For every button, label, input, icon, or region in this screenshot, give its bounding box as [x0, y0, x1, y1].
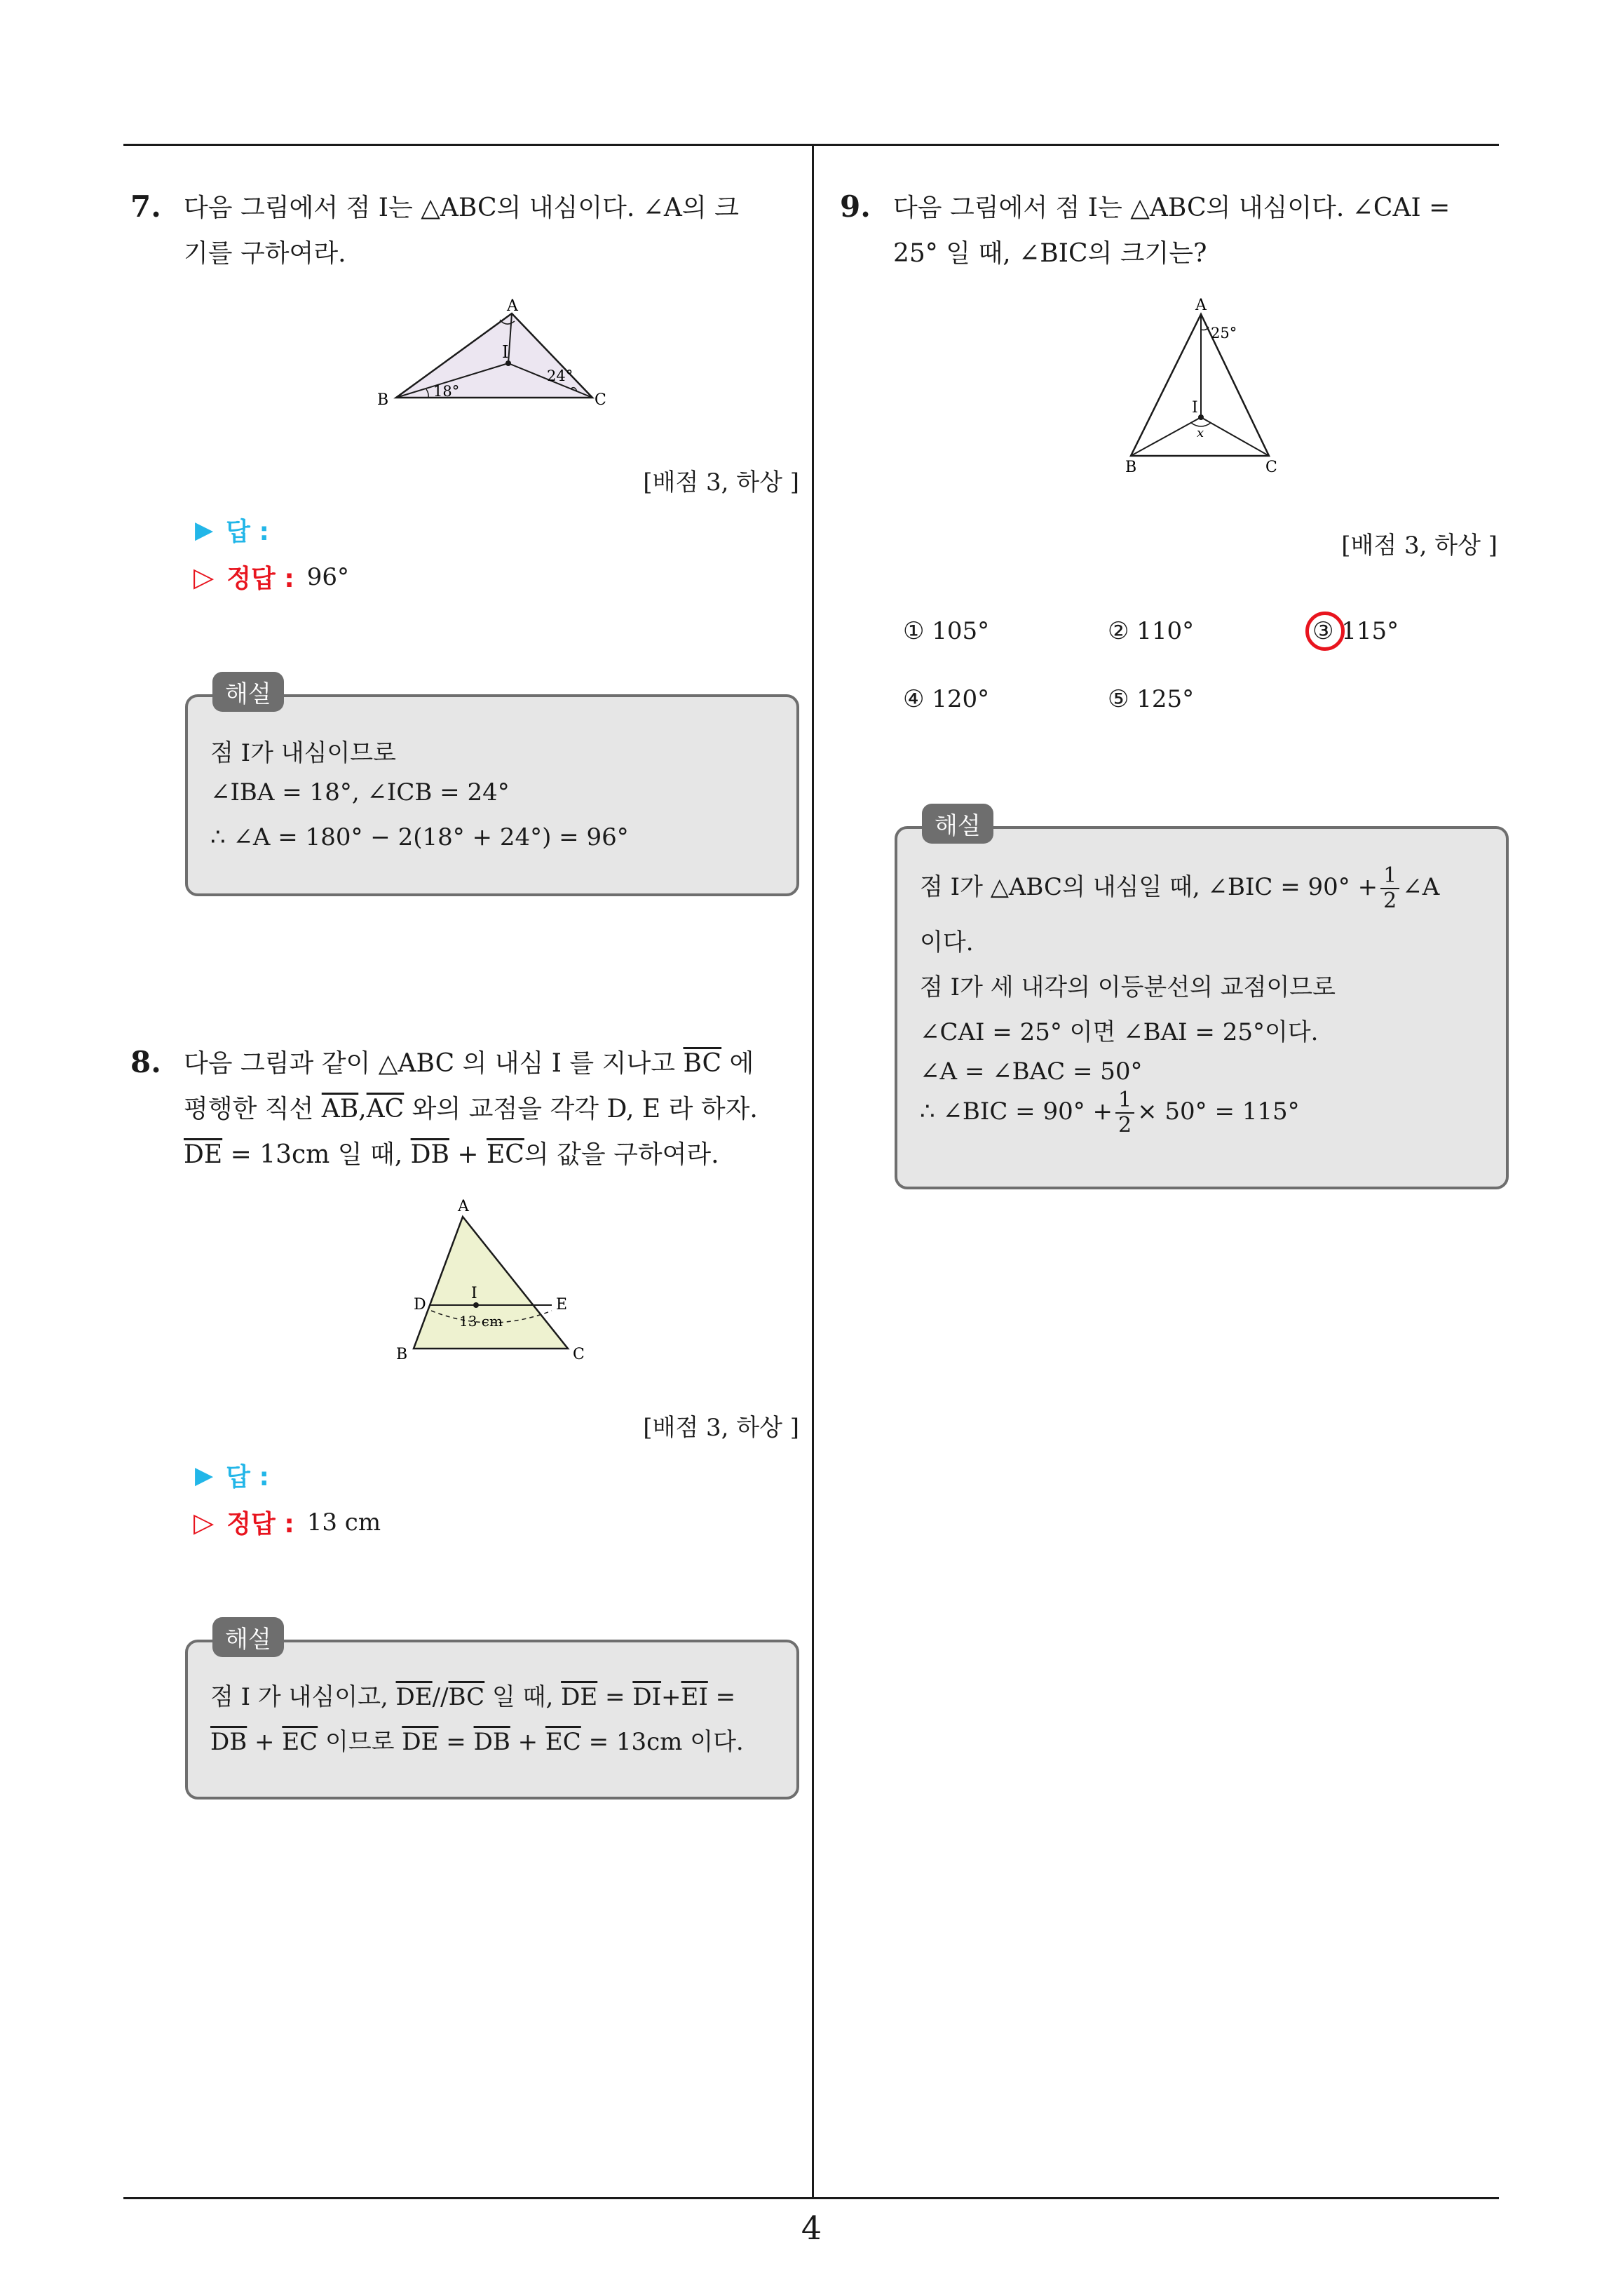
- question-text-line1: 다음 그림에서 점 I는 △ABC의 내심이다. ∠CAI =: [893, 194, 1451, 222]
- segment-de: $\overline{DE}$: [395, 1683, 433, 1711]
- correct-label: 정답 :: [226, 1510, 294, 1539]
- correct-answer-line: [193, 1504, 381, 1540]
- segment-db: $\overline{DB}$: [210, 1728, 247, 1756]
- segment-ec: $\overline{EC}$: [545, 1728, 581, 1756]
- incenter-label: I: [502, 342, 509, 362]
- angle-c-label: 24°: [547, 367, 573, 384]
- correct-value: 13 cm: [306, 1508, 381, 1537]
- choice-5[interactable]: ⑤ 125°: [1108, 685, 1195, 713]
- solution-line-2: 이다.: [920, 928, 974, 957]
- choice-4[interactable]: ④ 120°: [903, 685, 990, 713]
- fraction: [1115, 1088, 1134, 1137]
- text-segment: =: [707, 1683, 736, 1711]
- triangle-figure-8: [389, 1196, 599, 1364]
- text-segment: 이므로: [318, 1728, 402, 1756]
- question-text-line1: 다음 그림에서 점 I는 △ABC의 내심이다. ∠A의 크: [184, 194, 739, 222]
- outline-triangle-icon: ▷: [193, 1506, 215, 1538]
- question-text-line3: [184, 1132, 719, 1177]
- page-number: 4: [801, 2209, 822, 2247]
- vertex-label-b: B: [396, 1346, 408, 1363]
- solution-box: [185, 1640, 799, 1799]
- solution-line-1: [210, 1677, 735, 1712]
- text-segment: 일 때,: [484, 1683, 562, 1711]
- text-segment: 평행한 직선: [184, 1095, 322, 1123]
- selected-choice-circle: [1305, 612, 1345, 651]
- text-segment: 에: [721, 1049, 754, 1078]
- correct-answer-line: [193, 559, 349, 595]
- text-segment: +: [510, 1728, 545, 1756]
- solution-box: [895, 826, 1509, 1189]
- triangle-figure-7: [372, 298, 610, 414]
- segment-db: $\overline{DB}$: [410, 1140, 449, 1169]
- text-segment: //: [432, 1683, 449, 1711]
- answer-label: 답 :: [226, 518, 269, 546]
- text-segment: ∴ ∠BIC = 90° +: [920, 1098, 1113, 1126]
- fraction-denominator: 2: [1383, 889, 1397, 913]
- segment-ec: $\overline{EC}$: [487, 1140, 524, 1169]
- question-text-line2: [184, 1086, 758, 1132]
- text-segment: = 13cm 일 때,: [222, 1140, 411, 1169]
- fraction-numerator: 1: [1380, 864, 1399, 889]
- segment-de: $\overline{DE}$: [184, 1140, 223, 1169]
- solution-tag: 해설: [922, 804, 993, 844]
- correct-label: 정답 :: [226, 565, 294, 593]
- choice-2[interactable]: ② 110°: [1108, 617, 1195, 645]
- question-text-line1: [184, 1041, 754, 1086]
- question-text-line2: 25° 일 때, ∠BIC의 크기는?: [893, 239, 1207, 268]
- segment-ei: $\overline{EI}$: [681, 1683, 708, 1711]
- solution-line: ∴ ∠A = 180° − 2(18° + 24°) = 96°: [210, 823, 629, 851]
- score-label: [배점 3, 하상 ]: [643, 468, 799, 497]
- segment-ec: $\overline{EC}$: [282, 1728, 318, 1756]
- bottom-rule: [123, 2197, 1499, 2199]
- solution-tag: 해설: [212, 1617, 284, 1657]
- score-label: [배점 3, 하상 ]: [1341, 532, 1498, 560]
- solution-line: 점 I가 내심이므로: [210, 739, 396, 767]
- choice-1[interactable]: ① 105°: [903, 617, 990, 645]
- segment-de: $\overline{DE}$: [402, 1728, 439, 1756]
- solution-line-6: [920, 1088, 1300, 1137]
- unknown-angle-label: x: [1197, 426, 1204, 440]
- answer-line: [195, 512, 269, 548]
- solution-line-5: ∠A = ∠BAC = 50°: [920, 1058, 1143, 1086]
- angle-label: 25°: [1211, 325, 1237, 342]
- segment-bc: $\overline{BC}$: [448, 1683, 485, 1711]
- fraction: [1380, 864, 1399, 913]
- text-segment: = 13cm 이다.: [580, 1728, 744, 1756]
- outline-triangle-icon: ▷: [193, 561, 215, 593]
- solution-line-3: 점 I가 세 내각의 이등분선의 교점이므로: [920, 973, 1336, 1001]
- text-segment: +: [449, 1140, 487, 1169]
- angle-b-label: 18°: [433, 383, 460, 400]
- text-segment: 다음 그림과 같이 △ABC 의 내심 I 를 지나고: [184, 1049, 684, 1078]
- text-segment: 점 I가 △ABC의 내심일 때, ∠BIC = 90° +: [920, 873, 1378, 901]
- answer-label: 답 :: [226, 1463, 269, 1492]
- text-segment: ∠A: [1402, 873, 1440, 901]
- question-text-line2: 기를 구하여라.: [184, 239, 346, 268]
- vertex-label-c: C: [573, 1346, 585, 1363]
- question-number: 9.: [840, 189, 871, 224]
- triangle-figure-9: [1118, 295, 1293, 477]
- text-segment: ,: [358, 1095, 367, 1123]
- text-segment: × 50° = 115°: [1137, 1098, 1300, 1126]
- solution-line-2: [210, 1722, 744, 1757]
- vertex-label-c: C: [595, 391, 606, 409]
- text-segment: =: [597, 1683, 633, 1711]
- segment-ac: $\overline{AC}$: [366, 1095, 405, 1123]
- point-label-e: E: [556, 1296, 568, 1314]
- choice-3[interactable]: ③ 115°: [1312, 617, 1399, 645]
- vertex-label-b: B: [377, 391, 389, 409]
- vertex-label-a: A: [507, 298, 518, 315]
- solution-line: ∠IBA = 18°, ∠ICB = 24°: [210, 778, 510, 806]
- incenter-label: I: [471, 1285, 477, 1302]
- segment-di: $\overline{DI}$: [632, 1683, 662, 1711]
- text-segment: +: [661, 1683, 681, 1711]
- vertex-label-c: C: [1265, 459, 1277, 476]
- vertex-label-a: A: [1195, 297, 1207, 314]
- text-segment: 와의 교점을 각각 D, E 라 하자.: [404, 1095, 758, 1123]
- correct-value: 96°: [306, 562, 349, 591]
- solution-tag: 해설: [212, 672, 284, 712]
- solution-line-4: ∠CAI = 25° 이면 ∠BAI = 25°이다.: [920, 1018, 1319, 1046]
- text-segment: 점 I 가 내심이고,: [210, 1683, 396, 1711]
- vertex-label-b: B: [1125, 459, 1137, 476]
- point-label-d: D: [414, 1296, 426, 1314]
- fraction-denominator: 2: [1118, 1113, 1132, 1137]
- column-divider: [812, 144, 814, 2199]
- solution-box: [185, 694, 799, 896]
- answer-line: [195, 1457, 269, 1493]
- play-icon: ▶: [195, 515, 214, 544]
- text-segment: =: [438, 1728, 474, 1756]
- length-label: 13 cm: [459, 1313, 503, 1330]
- score-label: [배점 3, 하상 ]: [643, 1414, 799, 1442]
- fraction-numerator: 1: [1115, 1088, 1134, 1114]
- play-icon: ▶: [195, 1461, 214, 1490]
- vertex-label-a: A: [458, 1198, 469, 1215]
- question-number: 7.: [130, 189, 161, 224]
- segment-bc: $\overline{BC}$: [683, 1049, 722, 1078]
- question-number: 8.: [130, 1045, 161, 1079]
- segment-de: $\overline{DE}$: [561, 1683, 598, 1711]
- incenter-label: I: [1192, 399, 1198, 417]
- solution-line-1: [920, 864, 1439, 913]
- text-segment: +: [247, 1728, 283, 1756]
- segment-db: $\overline{DB}$: [473, 1728, 510, 1756]
- text-segment: 의 값을 구하여라.: [524, 1140, 719, 1169]
- top-rule: [123, 144, 1499, 146]
- segment-ab: $\overline{AB}$: [321, 1095, 359, 1123]
